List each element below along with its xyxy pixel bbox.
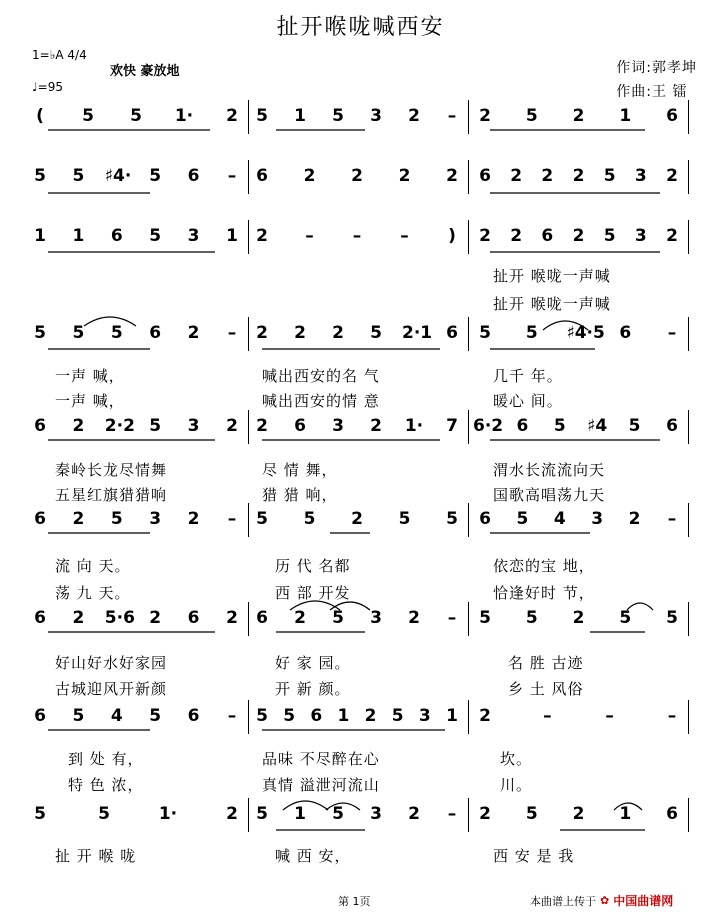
note: 2: [226, 608, 238, 628]
lyric-line: 一声 喊，: [55, 392, 125, 410]
note: 5: [525, 323, 538, 343]
note: 2: [187, 509, 200, 529]
note: –: [305, 226, 314, 246]
note: –: [227, 166, 237, 186]
note: 6·2: [473, 416, 504, 436]
note: 1: [34, 226, 46, 246]
note: 2: [226, 416, 238, 436]
note: 6: [34, 416, 46, 436]
note: 5: [72, 706, 85, 726]
lyric-line: 开 新 颜。: [275, 680, 351, 698]
note: 1: [619, 804, 632, 824]
note: 1: [337, 706, 350, 726]
lyric-line: 秦岭长龙尽情舞: [55, 461, 168, 479]
bar-line: [688, 798, 689, 832]
note: 2: [303, 166, 316, 186]
bar-line: [688, 410, 689, 444]
note: 3: [418, 706, 431, 726]
note: 2: [479, 804, 491, 824]
note: 5: [130, 106, 142, 126]
bar-line: [688, 700, 689, 734]
bar-line: [248, 160, 249, 194]
site-name[interactable]: 中国曲谱网: [613, 894, 674, 908]
note: 2: [628, 509, 641, 529]
note: 5·6: [104, 608, 135, 628]
note: 5: [479, 323, 491, 343]
note: 5: [553, 416, 566, 436]
bar-line: [468, 220, 469, 254]
note: 6: [516, 416, 529, 436]
bar-line: [248, 503, 249, 537]
key-label: 1=♭A 4/4: [32, 48, 87, 62]
note: 2: [256, 416, 268, 436]
lyric-line: 扯 开 喉 咙: [55, 847, 137, 865]
note: 3: [332, 416, 344, 436]
note: 5: [34, 323, 46, 343]
note: 5: [149, 166, 162, 186]
lyric-line: 暖心 间。: [493, 392, 563, 410]
lyric-line: 国歌高唱荡九天: [493, 486, 606, 504]
note: 5: [82, 106, 94, 126]
note: 2: [351, 166, 363, 186]
lyric-line: 乡 土 风俗: [508, 680, 584, 698]
lyricist: 作词:郭孝坤: [616, 60, 697, 76]
note: 4: [110, 706, 123, 726]
bar-line: [248, 100, 249, 134]
note: 2: [572, 166, 585, 186]
note: 2: [446, 166, 458, 186]
note: 5: [332, 608, 344, 628]
note: 6: [666, 804, 678, 824]
note: 5: [149, 706, 162, 726]
note: 2: [226, 804, 238, 824]
note: 5: [516, 509, 529, 529]
note: 6: [187, 608, 200, 628]
note: –: [543, 706, 552, 726]
lyric-line: 名 胜 古迹: [508, 654, 584, 672]
note: 1·: [404, 416, 424, 436]
bar-line: [468, 160, 469, 194]
note: 2: [572, 804, 585, 824]
lyric-line: 一声 喊，: [55, 367, 125, 385]
note: 2: [294, 608, 306, 628]
lyric-line: 渭水长流流向天: [493, 461, 606, 479]
note: ♯4: [587, 416, 608, 436]
lyric-line: 流 向 天。: [55, 557, 131, 575]
note: 6: [294, 416, 306, 436]
lyric-line: 西 部 开发: [275, 584, 351, 602]
note: 1: [446, 706, 458, 726]
note: 2·1: [402, 323, 433, 343]
note: 6: [479, 166, 491, 186]
note: 5: [332, 804, 344, 824]
note: 5: [34, 804, 46, 824]
lyric-line: 恰逢好时 节，: [493, 584, 595, 602]
note: 3: [370, 608, 382, 628]
note: 5: [391, 706, 404, 726]
bar-line: [688, 220, 689, 254]
upload-label: 本曲谱上传于: [530, 894, 596, 908]
note: 5: [149, 416, 162, 436]
note: –: [447, 608, 457, 628]
note: 2: [510, 166, 523, 186]
credits: [616, 56, 697, 104]
note: 5: [619, 608, 632, 628]
lyric-line: 尽 情 舞，: [262, 461, 338, 479]
note: 3: [370, 804, 382, 824]
note: 2: [351, 509, 363, 529]
note: 5: [603, 226, 616, 246]
note: 5: [256, 106, 268, 126]
note: 1·: [158, 804, 178, 824]
bar-line: [688, 160, 689, 194]
note: 5: [110, 509, 123, 529]
note: 2: [408, 106, 420, 126]
note: 2: [256, 323, 268, 343]
note: 6: [187, 166, 200, 186]
note: 1: [72, 226, 85, 246]
note: 3: [634, 166, 647, 186]
note: 5: [525, 608, 538, 628]
note: 2: [572, 226, 585, 246]
note: 5: [479, 608, 491, 628]
bar-line: [248, 602, 249, 636]
note: 2·2: [104, 416, 135, 436]
bar-line: [468, 503, 469, 537]
bar-line: [248, 798, 249, 832]
note: –: [667, 706, 677, 726]
note: 2: [408, 804, 420, 824]
note: 2: [572, 608, 585, 628]
lyric-line: 川。: [500, 776, 533, 794]
note: 2: [72, 416, 85, 436]
site-logo-icon: ✿: [600, 894, 610, 907]
lyric-line: 几千 年。: [493, 367, 563, 385]
note: ): [448, 226, 456, 246]
note: 1: [226, 226, 238, 246]
note: –: [447, 804, 457, 824]
note: 6: [34, 509, 46, 529]
note: 2: [294, 323, 306, 343]
lyric-line: 品味 不尽醉在心: [262, 750, 380, 768]
note: 5: [603, 166, 616, 186]
key-signature: [32, 48, 87, 94]
note: 5: [256, 509, 268, 529]
bar-line: [248, 410, 249, 444]
note: –: [227, 509, 237, 529]
note: 5: [72, 166, 85, 186]
bar-line: [248, 220, 249, 254]
lyric-line: 喊 西 安，: [275, 847, 351, 865]
lyric-line: 好 家 园。: [275, 654, 351, 672]
page-number: 第 1页: [338, 895, 371, 908]
note: 2: [398, 166, 411, 186]
note: –: [667, 323, 677, 343]
note: 2: [364, 706, 377, 726]
note: ♯4·5: [566, 323, 605, 343]
note: 5: [34, 166, 46, 186]
note: 5: [525, 804, 538, 824]
note: 2: [332, 323, 344, 343]
note: 1: [619, 106, 632, 126]
note: 6: [149, 323, 162, 343]
note: 6: [479, 509, 491, 529]
bar-line: [248, 700, 249, 734]
note: 6: [619, 323, 632, 343]
lyric-line: 猎 猎 响，: [262, 486, 338, 504]
note: 2: [479, 106, 491, 126]
note: 3: [634, 226, 647, 246]
bar-line: [688, 503, 689, 537]
song-title: 扯开喉咙喊西安: [276, 15, 445, 40]
note: 6: [541, 226, 554, 246]
note: 7: [446, 416, 458, 436]
note: 1: [294, 106, 306, 126]
tempo-description: 欢快 豪放地: [110, 64, 180, 79]
note: 5: [332, 106, 344, 126]
note: 5: [303, 509, 316, 529]
composer: 作曲:王 镭: [616, 84, 688, 100]
bar-line: [248, 317, 249, 351]
bar-line: [468, 602, 469, 636]
note: –: [605, 706, 614, 726]
note: 5: [628, 416, 641, 436]
note: 6: [187, 706, 200, 726]
note: 6: [110, 226, 123, 246]
lyric-line: 五星红旗猎猎响: [55, 486, 168, 504]
lyric-line: 依恋的宝 地，: [493, 557, 595, 575]
lyric-line: 真情 溢泄河流山: [262, 776, 380, 794]
note: ♯4·: [104, 166, 132, 186]
bar-line: [688, 100, 689, 134]
note: 3: [149, 509, 162, 529]
bar-line: [468, 317, 469, 351]
note: 5: [256, 804, 268, 824]
note: 6: [256, 608, 268, 628]
note: 2: [479, 706, 491, 726]
lyric-line: 特 色 浓，: [68, 776, 144, 794]
lyric-line: 好山好水好家园: [55, 654, 168, 672]
note: –: [352, 226, 362, 246]
bar-line: [688, 602, 689, 636]
lyric-line: 历 代 名都: [275, 557, 351, 575]
note: 2: [72, 608, 85, 628]
bar-line: [468, 700, 469, 734]
footer-source: [530, 892, 673, 909]
lyric-line: 坎。: [500, 750, 533, 768]
lyric-line: 荡 九 天。: [55, 584, 131, 602]
note: 2: [149, 608, 162, 628]
note: 5: [149, 226, 162, 246]
note: 6: [446, 323, 458, 343]
note: 6: [34, 608, 46, 628]
note: –: [227, 323, 237, 343]
note: 5: [446, 509, 458, 529]
note: 6: [34, 706, 46, 726]
note: 3: [187, 226, 200, 246]
note: 5: [256, 706, 268, 726]
note: 2: [666, 226, 678, 246]
note: 5: [72, 323, 85, 343]
note: 2: [666, 166, 678, 186]
bar-line: [468, 410, 469, 444]
note: 3: [370, 106, 382, 126]
note: 3: [591, 509, 604, 529]
note: 3: [187, 416, 200, 436]
note: 2: [370, 416, 382, 436]
note: 1: [294, 804, 306, 824]
note: 2: [572, 106, 585, 126]
note: 2: [226, 106, 238, 126]
note: 6: [256, 166, 268, 186]
note: –: [400, 226, 409, 246]
note: 4: [553, 509, 566, 529]
note: 5: [398, 509, 411, 529]
lyric-line: 到 处 有，: [68, 750, 144, 768]
lyric-line: 喊出西安的情 意: [262, 392, 380, 410]
note: 2: [72, 509, 85, 529]
note: –: [447, 106, 457, 126]
tempo-mark: ♩=95: [32, 80, 63, 94]
bar-line: [468, 798, 469, 832]
note: 5: [525, 106, 538, 126]
note: –: [667, 509, 677, 529]
note: 6: [310, 706, 323, 726]
note: 5: [283, 706, 296, 726]
lyric-line: 西 安 是 我: [493, 847, 575, 865]
lyric-line: 扯开 喉咙一声喊: [493, 267, 611, 285]
bar-line: [688, 317, 689, 351]
note: 5: [666, 608, 678, 628]
note: 2: [408, 608, 420, 628]
note: 6: [666, 416, 678, 436]
note: 2: [256, 226, 268, 246]
note: –: [227, 706, 237, 726]
note: 2: [541, 166, 554, 186]
note: 2: [187, 323, 200, 343]
note: 5: [98, 804, 110, 824]
lyric-line: 喊出西安的名 气: [262, 367, 380, 385]
lyric-line: 扯开 喉咙一声喊: [493, 295, 611, 313]
note: 1·: [174, 106, 194, 126]
note: 5: [110, 323, 123, 343]
note: 2: [479, 226, 491, 246]
note: (: [36, 106, 44, 126]
bar-line: [468, 100, 469, 134]
note: 2: [510, 226, 523, 246]
note: 6: [666, 106, 678, 126]
lyric-line: 古城迎风开新颜: [55, 680, 168, 698]
note: 5: [370, 323, 382, 343]
